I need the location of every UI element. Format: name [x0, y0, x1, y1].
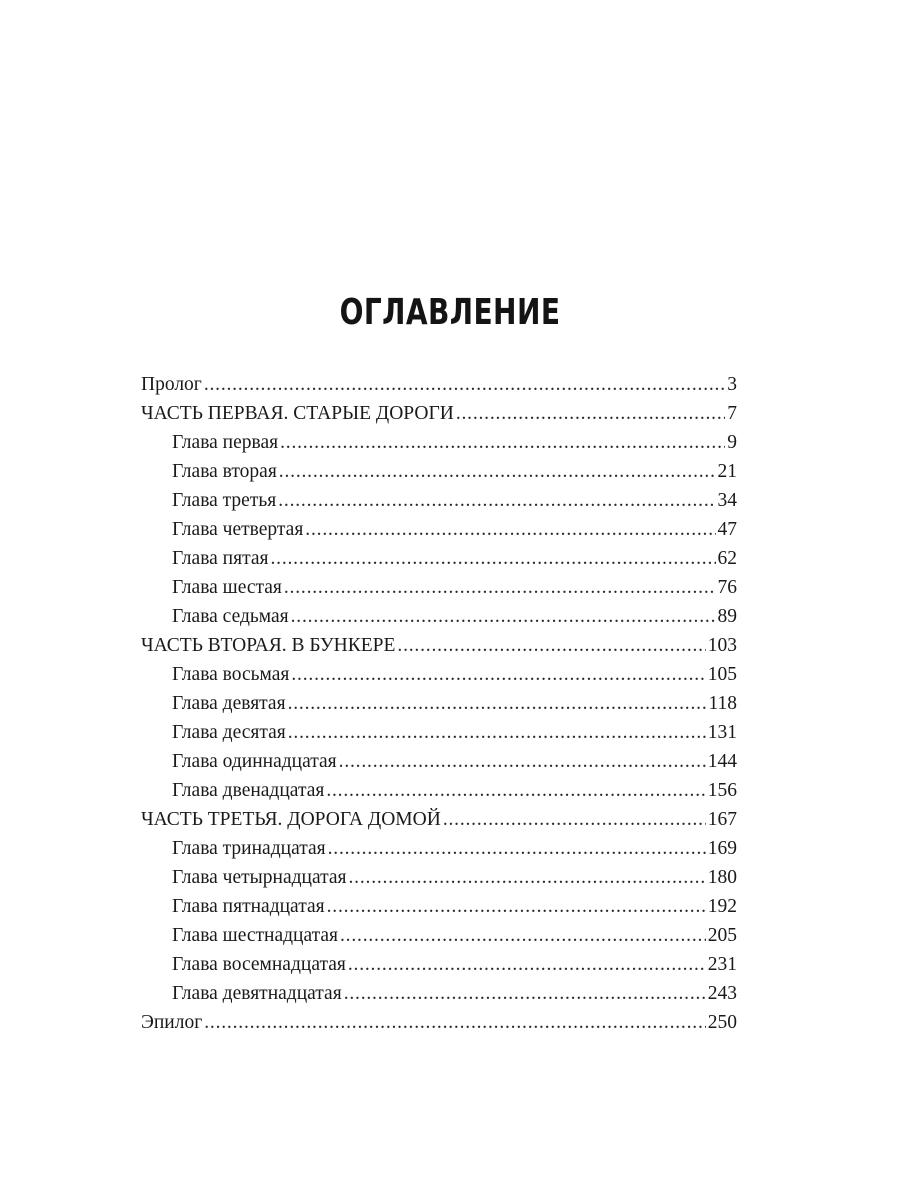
toc-entry-page-number: 169 [707, 838, 737, 859]
toc-entry-chapter[interactable] [141, 776, 737, 805]
toc-entry-chapter[interactable] [141, 863, 737, 892]
dot-leader [348, 950, 706, 979]
toc-entry-chapter[interactable] [141, 834, 737, 863]
dot-leader [291, 660, 705, 689]
toc-entry-label: Глава четырнадцатая [172, 867, 347, 888]
dot-leader [327, 892, 706, 921]
toc-entry-page-number: 47 [717, 519, 737, 540]
toc-entry-label: ЧАСТЬ ПЕРВАЯ. СТАРЫЕ ДОРОГИ [141, 403, 454, 424]
toc-entry-page-number: 105 [707, 664, 737, 685]
toc-entry-page-number: 243 [707, 983, 737, 1004]
toc-entry-label: Эпилог [141, 1012, 203, 1033]
toc-entry-page-number: 231 [707, 954, 737, 975]
toc-entry-label: Глава четвертая [172, 519, 304, 540]
toc-entry-label: Глава десятая [172, 722, 286, 743]
toc-entry-page-number: 250 [707, 1012, 737, 1033]
toc-entry-chapter[interactable] [141, 689, 737, 718]
dot-leader [291, 602, 716, 631]
toc-entry-label: Глава девятнадцатая [172, 983, 342, 1004]
toc-entry-label: Глава седьмая [172, 606, 289, 627]
dot-leader [443, 805, 706, 834]
dot-leader [280, 428, 725, 457]
dot-leader [284, 573, 716, 602]
toc-entry-chapter[interactable] [141, 979, 737, 1008]
toc-entry-chapter[interactable] [141, 428, 737, 457]
dot-leader [339, 747, 706, 776]
toc-entry-page-number: 34 [717, 490, 737, 511]
toc-entry-chapter[interactable] [141, 544, 737, 573]
dot-leader [288, 718, 706, 747]
dot-leader [328, 834, 706, 863]
dot-leader [349, 863, 706, 892]
toc-entry-page-number: 7 [727, 403, 737, 424]
page-title: ОГЛАВЛЕНИЕ [339, 292, 561, 333]
toc-entry-page-number: 21 [717, 461, 737, 482]
toc-entry-chapter[interactable] [141, 921, 737, 950]
toc-entry-chapter[interactable] [141, 892, 737, 921]
toc-entry-label: Глава девятая [172, 693, 286, 714]
dot-leader [204, 1008, 706, 1037]
toc-entry-label: Глава двенадцатая [172, 780, 325, 801]
toc-entry-label: ЧАСТЬ ВТОРАЯ. В БУНКЕРЕ [141, 635, 396, 656]
toc-entry-page-number: 156 [707, 780, 737, 801]
toc-entry-chapter[interactable] [141, 950, 737, 979]
toc-entry-section[interactable] [141, 1008, 737, 1037]
toc-entry-page-number: 167 [707, 809, 737, 830]
toc-entry-page-number: 205 [707, 925, 737, 946]
dot-leader [278, 486, 715, 515]
toc-entry-chapter[interactable] [141, 660, 737, 689]
toc-entry-chapter[interactable] [141, 486, 737, 515]
dot-leader [340, 921, 706, 950]
toc-entry-label: Глава пятая [172, 548, 269, 569]
toc-entry-label: Глава вторая [172, 461, 277, 482]
toc-entry-section[interactable] [141, 805, 737, 834]
toc-entry-label: Глава шестая [172, 577, 282, 598]
toc-entry-chapter[interactable] [141, 457, 737, 486]
dot-leader [326, 776, 705, 805]
toc-entry-page-number: 131 [707, 722, 737, 743]
toc-entry-page-number: 192 [707, 896, 737, 917]
toc-entry-page-number: 103 [707, 635, 737, 656]
toc-entry-chapter[interactable] [141, 515, 737, 544]
toc-entry-section[interactable] [141, 399, 737, 428]
dot-leader [456, 399, 725, 428]
toc-entry-page-number: 9 [727, 432, 737, 453]
toc-entry-chapter[interactable] [141, 573, 737, 602]
toc-entry-page-number: 76 [717, 577, 737, 598]
toc-entry-section[interactable] [141, 631, 737, 660]
dot-leader [270, 544, 715, 573]
dot-leader [288, 689, 707, 718]
toc-entry-chapter[interactable] [141, 747, 737, 776]
toc-entry-chapter[interactable] [141, 602, 737, 631]
toc-entry-label: Глава одиннадцатая [172, 751, 337, 772]
dot-leader [344, 979, 706, 1008]
toc-entry-label: ЧАСТЬ ТРЕТЬЯ. ДОРОГА ДОМОЙ [141, 809, 441, 830]
toc-entry-page-number: 89 [717, 606, 737, 627]
dot-leader [279, 457, 716, 486]
toc-entry-label: Глава восемнадцатая [172, 954, 346, 975]
toc-entry-label: Глава восьмая [172, 664, 290, 685]
toc-entry-chapter[interactable] [141, 718, 737, 747]
toc-entry-page-number: 180 [707, 867, 737, 888]
dot-leader [305, 515, 715, 544]
toc-entry-label: Глава пятнадцатая [172, 896, 325, 917]
toc-entry-label: Глава тринадцатая [172, 838, 326, 859]
toc-entry-page-number: 144 [707, 751, 737, 772]
toc-entry-page-number: 3 [727, 374, 737, 395]
toc-entry-label: Глава первая [172, 432, 279, 453]
toc-entry-page-number: 118 [708, 693, 737, 714]
toc-entry-label: Пролог [141, 374, 202, 395]
toc-entry-label: Глава шестнадцатая [172, 925, 338, 946]
dot-leader [204, 370, 725, 399]
toc-entry-page-number: 62 [717, 548, 737, 569]
toc-entry-label: Глава третья [172, 490, 277, 511]
table-of-contents [141, 370, 737, 1037]
dot-leader [397, 631, 705, 660]
toc-entry-section[interactable] [141, 370, 737, 399]
